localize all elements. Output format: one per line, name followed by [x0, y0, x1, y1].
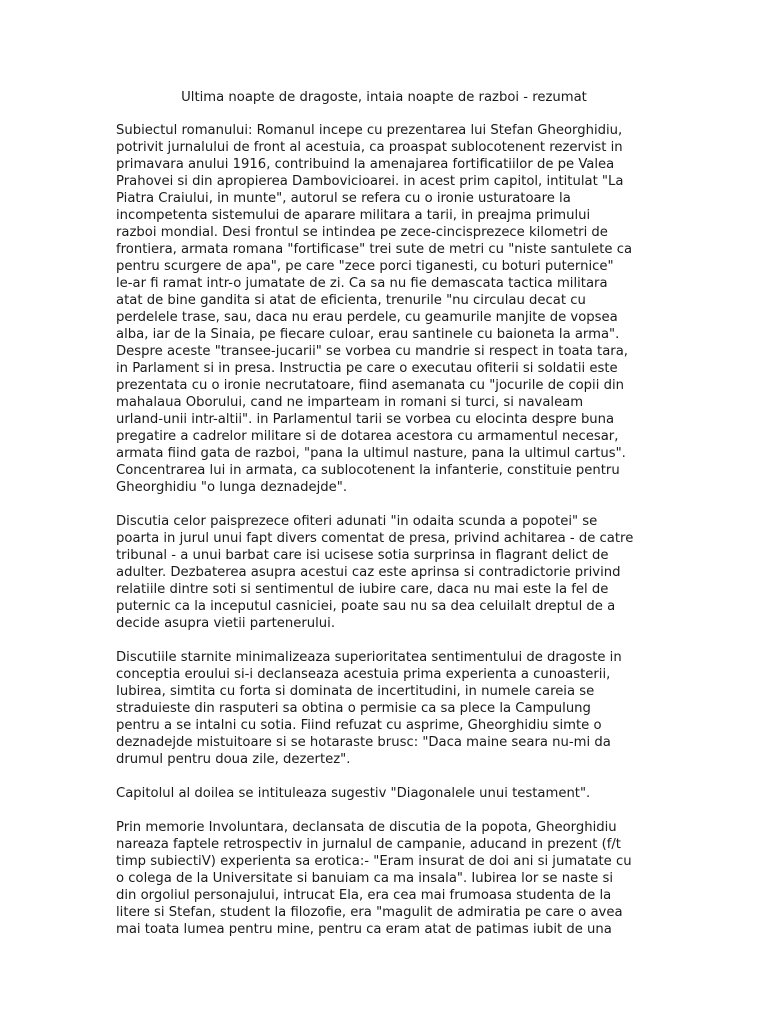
text-line: potrivit jurnalului de front al acestuia, ca proaspat sublocotenent rezervist in — [116, 140, 623, 155]
text-line: Despre aceste "transee-jucarii" se vorbea cu mandrie si respect in toata tara, — [116, 344, 628, 359]
text-line: Prin memorie Involuntara, declansata de discutia de la popota, Gheorghidiu — [116, 820, 617, 835]
text-line: o colega de la Universitate si banuiam ca ma insala". Iubirea lor se naste si — [116, 871, 614, 886]
text-line: relatiile dintre soti si sentimentul de iubire care, daca nu mai este la fel de — [116, 582, 609, 597]
text-line: Discutia celor paisprezece ofiteri adunati "in odaita scunda a popotei" se — [116, 514, 598, 529]
text-line: atat de bine gandita si atat de eficienta, trenurile "nu circulau decat cu — [116, 293, 586, 308]
text-line: Subiectul romanului: Romanul incepe cu prezentarea lui Stefan Gheorghidiu, — [116, 123, 623, 138]
text-line: din orgoliul personajului, intrucat Ela, era cea mai frumoasa studenta de la — [116, 888, 612, 903]
text-line: Iubirea, simtita cu forta si dominata de incertitudini, in numele careia se — [116, 684, 595, 699]
text-line: primavara anului 1916, contribuind la amenajarea fortificatiilor de pe Valea — [116, 157, 615, 172]
text-line: deznadejde mistuitoare si se hotaraste brusc: "Daca maine seara nu-mi da — [116, 735, 611, 750]
text-line: Prahovei si din apropierea Dambovicioarei. in acest prim capitol, intitulat "La — [116, 174, 624, 189]
text-line: Gheorghidiu "o lunga deznadejde". — [116, 480, 348, 495]
document-body — [116, 122, 676, 955]
text-line: tribunal - a unui barbat care isi ucisese sotia surprinsa in flagrant delict de — [116, 548, 609, 563]
text-line: razboi mondial. Desi frontul se intindea pe zece-cincisprezece kilometri de — [116, 225, 608, 240]
text-line: alba, iar de la Sinaia, pe fiecare culoar, erau santinele cu baioneta la arma". — [116, 327, 620, 342]
text-line: prezentata cu o ironie necrutatoare, fiind asemanata cu "jocurile de copii din — [116, 378, 624, 393]
text-line: incompetenta sistemului de aparare militara a tarii, in preajma primului — [116, 208, 591, 223]
text-line: in Parlament si in presa. Instructia pe care o executau ofiterii si soldatii este — [116, 361, 618, 376]
text-line: straduieste din rasputeri sa obtina o permisie ca sa plece la Campulung — [116, 701, 591, 716]
text-line: armata fiind gata de razboi, "pana la ultimul nasture, pana la ultimul cartus". — [116, 446, 626, 461]
text-line: urland-unii intr-altii". in Parlamentul tarii se vorbea cu elocinta despre buna — [116, 412, 615, 427]
text-line: decide asupra vietii partenerului. — [116, 616, 336, 631]
paragraph-3 — [116, 649, 676, 768]
text-line: pentru scurgere de apa", pe care "zece porci tiganesti, cu boturi puternice" — [116, 259, 614, 274]
text-line: adulter. Dezbaterea asupra acestui caz este aprinsa si contradictorie privind — [116, 565, 621, 580]
text-line: Piatra Craiului, in munte", autorul se refera cu o ironie usturatoare la — [116, 191, 571, 206]
paragraph-5 — [116, 819, 676, 938]
text-line: litere si Stefan, student la filozofie, era "magulit de admiratia pe care o avea — [116, 905, 623, 920]
text-line: nareaza faptele retrospectiv in jurnalul de campanie, aducand in prezent (f/t — [116, 837, 621, 852]
text-line: Discutiile starnite minimalizeaza superioritatea sentimentului de dragoste in — [116, 650, 622, 665]
text-line: le-ar fi ramat intr-o jumatate de zi. Ca sa nu fie demascata tactica militara — [116, 276, 608, 291]
text-line: Capitolul al doilea se intituleaza sugestiv "Diagonalele unui testament". — [116, 786, 591, 801]
document-title: Ultima noapte de dragoste, intaia noapte de razboi - rezumat — [181, 90, 587, 105]
text-line: mahalaua Oborului, cand ne imparteam in romani si turci, si navaleam — [116, 395, 584, 410]
text-line: perdelele trase, sau, daca nu erau perdele, cu geamurile manjite de vopsea — [116, 310, 618, 325]
text-line: pregatire a cadrelor militare si de dotarea acestora cu armamentul necesar, — [116, 429, 619, 444]
paragraph-1 — [116, 122, 676, 496]
paragraph-4 — [116, 785, 676, 802]
paragraph-2 — [116, 513, 676, 632]
text-line: mai toata lumea pentru mine, pentru ca eram atat de patimas iubit de una — [116, 922, 612, 937]
text-line: Concentrarea lui in armata, ca sublocotenent la infanterie, constituie pentru — [116, 463, 620, 478]
text-line: puternic ca la inceputul casniciei, poate sau nu sa dea celuilalt dreptul de a — [116, 599, 616, 614]
text-line: pentru a se intalni cu sotia. Fiind refuzat cu asprime, Gheorghidiu simte o — [116, 718, 602, 733]
text-line: timp subiectiV) experienta sa erotica:- "Eram insurat de doi ani si jumatate cu — [116, 854, 632, 869]
text-line: frontiera, armata romana "fortificase" trei sute de metri cu "niste santulete ca — [116, 242, 633, 257]
text-line: drumul pentru doua zile, dezertez". — [116, 752, 351, 767]
text-line: poarta in jurul unui fapt divers comentat de presa, privind achitarea - de catre — [116, 531, 634, 546]
text-line: conceptia eroului si-i declanseaza acestuia prima experienta a cunoasterii, — [116, 667, 611, 682]
